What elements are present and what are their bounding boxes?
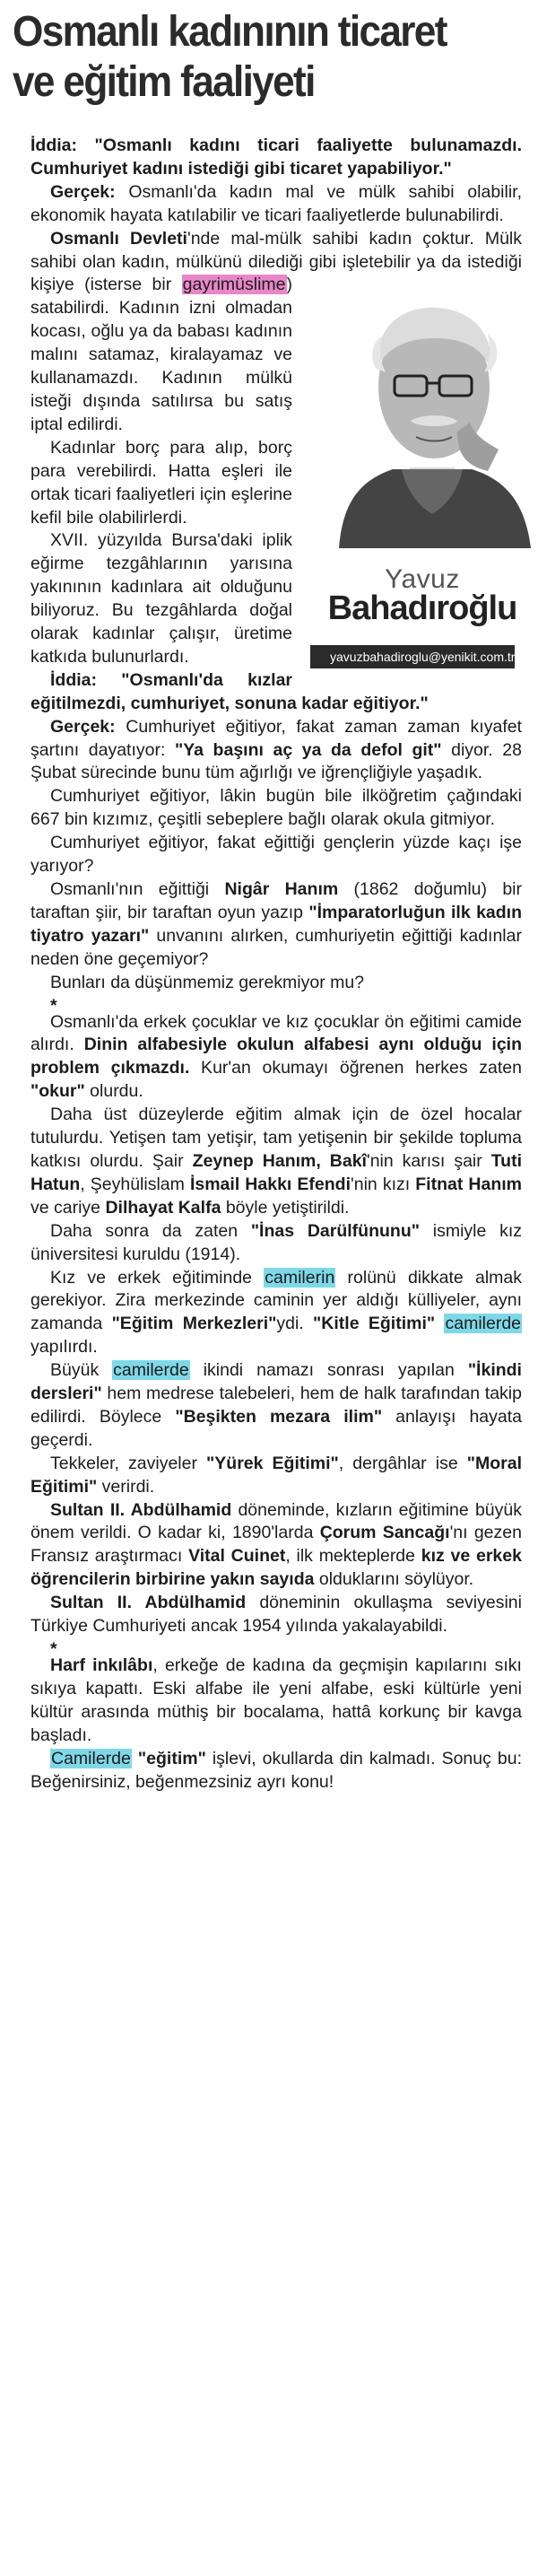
paragraph <box>30 1011 522 1105</box>
paragraph <box>30 1220 522 1267</box>
bold-term: Zeynep Hanım, Bakî <box>192 1150 367 1171</box>
text-run: olduklarını söylüyor. <box>314 1569 474 1590</box>
section-separator: * <box>50 995 57 1016</box>
text-run: , erkeğe de kadına da geçmişin kapılarını sıkı sıkıya kapattı. Eski alfabe ile yeni alfabe, eski kültürle yeni kültür arasında müthiş bir bocalama, hattâ korkunç bir kavga başladı. <box>30 1655 522 1745</box>
text-run: hem medrese talebeleri, hem de halk tarafından takip edilirdi. Böylece <box>30 1384 522 1427</box>
text-run: , ilk mekteplerde <box>285 1546 421 1567</box>
text-run: 'nin kızı <box>351 1174 416 1194</box>
text-run: diyor. 28 Şubat sürecinde bunu tüm ağırlığı ve iğrençliğiyle yaşadık. <box>30 739 522 783</box>
bold-term: Osmanlı Devleti <box>50 228 187 249</box>
bold-term: Çorum Sancağı <box>319 1523 450 1543</box>
bold-term: Nigâr Hanım <box>224 879 339 899</box>
author-photo <box>303 279 522 548</box>
highlight-term: camilerde <box>113 1360 189 1381</box>
bold-quote: "Moral Eğitimi" <box>30 1453 522 1497</box>
author-email: yavuzbahadiroglu@yenikit.com.tr <box>310 645 515 668</box>
paragraph: Kadınlar borç para alıp, borç para verebilirdi. Hatta eşleri ile ortak ticari faaliyetleri için eşlerine kefil bile olabilirlerdi. <box>30 437 292 528</box>
text-run <box>435 1314 444 1333</box>
bold-quote: "İnas Darülfünunu" <box>250 1220 420 1241</box>
highlight-term: gayrimüslime <box>182 275 286 295</box>
bold-quote: "Ya başını aç ya da defol git" <box>174 739 442 760</box>
text-run: Osmanlı'da erkek çocuklar ve kız çocuklar ön eğitimi camide alırdı. <box>30 1011 522 1055</box>
text-run: Osmanlı'nın eğittiği <box>50 879 225 899</box>
fact-text: Osmanlı'da kadın mal ve mülk sahibi olabilir, ekonomik hayata katılabilir ve ticari faaliyetlerde bulunabilirdi. <box>30 181 522 225</box>
fact-paragraph <box>30 181 522 228</box>
author-first-name: Yavuz <box>385 564 460 595</box>
bold-quote: "Beşikten mezara ilim" <box>175 1406 383 1427</box>
paragraph: Cumhuriyet eğitiyor, lâkin bugün bile ilköğretim çağındaki 667 bin kızımız, çeşitli sebeplere bağlı olarak okula gitmiyor. <box>30 786 522 830</box>
article-body <box>30 135 522 1794</box>
text-run: 'nı gezen Fransız araştırmacı <box>30 1523 522 1567</box>
text-run: verirdi. <box>97 1476 155 1497</box>
article-title: Osmanlı kadınının ticaret ve eğitim faaliyeti <box>13 8 447 106</box>
paragraph: XVII. yüzyılda Bursa'daki iplik eğirme tezgâhlarının yarısına yakınının kadınlara ait olduğunu biliyoruz. Bu tezgâhlarda doğal olarak kadınlar çalışır, üretime katkıda bulunurlardı. <box>30 530 292 667</box>
paragraph <box>30 1453 522 1499</box>
text-run: işlevi, okullarda din kalmadı. Sonuç bu: Beğenirsiniz, beğenmezsiniz ayrı konu! <box>30 1748 522 1792</box>
text-run: (1862 doğumlu) bir taraftan şiir, bir taraftan oyun yazıp <box>30 879 522 922</box>
bold-term: Dinin alfabesiyle okulun alfabesi aynı olduğu için problem çıkmazdı. <box>30 1035 522 1078</box>
text-run: 'nde mal-mülk sahibi kadın çoktur. Mülk sahibi olan kadın, mülkünü dilediği gibi işletebilir ya da istediği kişiye (isterse bir <box>30 228 523 295</box>
text-run: Daha üst düzeylerde eğitim almak için de özel hocalar tutulurdu. Yetişen tam yetişir, tam yetişenin bir şekilde topluma katkısı olurdu. Şair <box>30 1105 522 1171</box>
fact-label: Gerçek: <box>50 181 116 202</box>
section-separator: * <box>50 1639 57 1659</box>
bold-term: Sultan II. Abdülhamid <box>50 1593 247 1613</box>
author-photo-box <box>303 279 522 680</box>
claim-label: İddia: <box>50 669 97 690</box>
paragraph <box>30 878 522 972</box>
text-run: Tekkeler, zaviyeler <box>50 1453 207 1473</box>
bold-term: Harf inkılâbı <box>50 1655 153 1675</box>
text-run: Kur'an okumayı öğrenen herkes zaten <box>189 1058 522 1078</box>
text-run: anlayışı hayata geçerdi. <box>30 1406 522 1450</box>
claim-text: "Osmanlı'da kızlar eğitilmezdi, cumhuriyet, sonuna kadar eğitiyor." <box>30 669 429 713</box>
paragraph: Bunları da düşünmemiz gerekmiyor mu? <box>50 972 365 992</box>
bold-quote: "İkindi dersleri" <box>30 1360 522 1404</box>
text-run: 'nin karısı şair <box>366 1150 491 1171</box>
text-run: ikindi namazı sonrası yapılan <box>189 1360 468 1381</box>
bold-term: Dilhayat Kalfa <box>105 1197 221 1218</box>
text-run: olurdu. <box>84 1081 143 1102</box>
highlight-term: Camilerde <box>51 1748 131 1768</box>
bold-quote: "İmparatorluğun ilk kadın tiyatro yazarı" <box>30 902 522 946</box>
text-run: Cumhuriyet eğitiyor, fakat zaman zaman kıyafet şartını dayatıyor: <box>30 716 522 760</box>
author-last-name: Bahadıroğlu <box>327 589 517 628</box>
fact-paragraph <box>30 716 522 786</box>
paragraph <box>30 1499 522 1593</box>
claim-paragraph <box>30 135 522 181</box>
text-run: , dergâhlar ise <box>338 1453 467 1473</box>
text-run: Kız ve erkek eğitiminde <box>50 1267 265 1288</box>
fact-label: Gerçek: <box>50 716 116 737</box>
text-run: ve cariye <box>30 1197 106 1218</box>
highlight-term: camilerin <box>265 1267 335 1288</box>
paragraph <box>30 1655 522 1748</box>
bold-quote: "eğitim" <box>137 1748 206 1768</box>
text-run: ismiyle kız üniversitesi kuruldu (1914). <box>30 1220 522 1264</box>
paragraph <box>30 1359 522 1453</box>
paragraph <box>30 1104 522 1220</box>
text-run: Büyük <box>50 1360 113 1381</box>
text-run: yapılırdı. <box>30 1337 98 1358</box>
paragraph <box>30 1748 522 1794</box>
text-run: unvanını alırken, cumhuriyetin eğittiği kadınlar neden öne geçemiyor? <box>30 925 522 969</box>
bold-quote: "Kitle Eğitimi" <box>313 1314 436 1334</box>
bold-term: Sultan II. Abdülhamid <box>50 1499 232 1520</box>
text-run: Daha sonra da zaten <box>50 1220 251 1241</box>
text-run <box>132 1749 138 1768</box>
bold-quote: "Eğitim Merkezleri" <box>111 1314 277 1334</box>
text-run: böyle yetiştirildi. <box>221 1197 350 1218</box>
text-run: döneminde, kızların eğitimine büyük önem verildi. O kadar ki, 1890'larda <box>30 1499 522 1543</box>
bold-term: kız ve erkek öğrencilerin birbirine yakın sayıda <box>30 1546 522 1590</box>
bold-quote: "okur" <box>30 1081 85 1102</box>
author-portrait-image <box>323 279 538 548</box>
bold-term: İsmail Hakkı Efendi <box>189 1174 351 1194</box>
paragraph <box>30 1267 522 1360</box>
text-run: ydi. <box>276 1314 314 1334</box>
bold-term: Tuti Hatun <box>30 1150 523 1194</box>
text-run: , Şeyhülislam <box>80 1174 190 1194</box>
bold-term: Fitnat Hanım <box>415 1174 522 1194</box>
paragraph: Cumhuriyet eğitiyor, fakat eğittiği gençlerin yüzde kaçı işe yarıyor? <box>30 833 522 877</box>
highlight-term: camilerde <box>445 1314 522 1334</box>
bold-quote: "Yürek Eğitimi" <box>206 1453 339 1473</box>
paragraph <box>30 1592 522 1638</box>
claim-label: İddia: <box>30 135 77 155</box>
text-run: ) satabilirdi. Kadının izni olmadan kocası, oğlu ya da babası kadının malını satamaz, kiralayamaz ve kullanamazdı. Kadının mülkü isteği dışında satılırsa bu satış iptal edilirdi. <box>30 275 292 434</box>
text-run: döneminin okullaşma seviyesini Türkiye Cumhuriyeti ancak 1954 yılında yakalayabildi. <box>30 1593 522 1637</box>
text-run: rolünü dikkate almak gerekiyor. Zira merkezinde caminin yer aldığı külliyeler, aynı zamanda <box>30 1267 522 1334</box>
claim-text: "Osmanlı kadını ticari faaliyette bulunamazdı. Cumhuriyet kadını istediği gibi ticaret yapabiliyor." <box>30 135 522 179</box>
bold-term: Vital Cuinet <box>188 1546 286 1567</box>
